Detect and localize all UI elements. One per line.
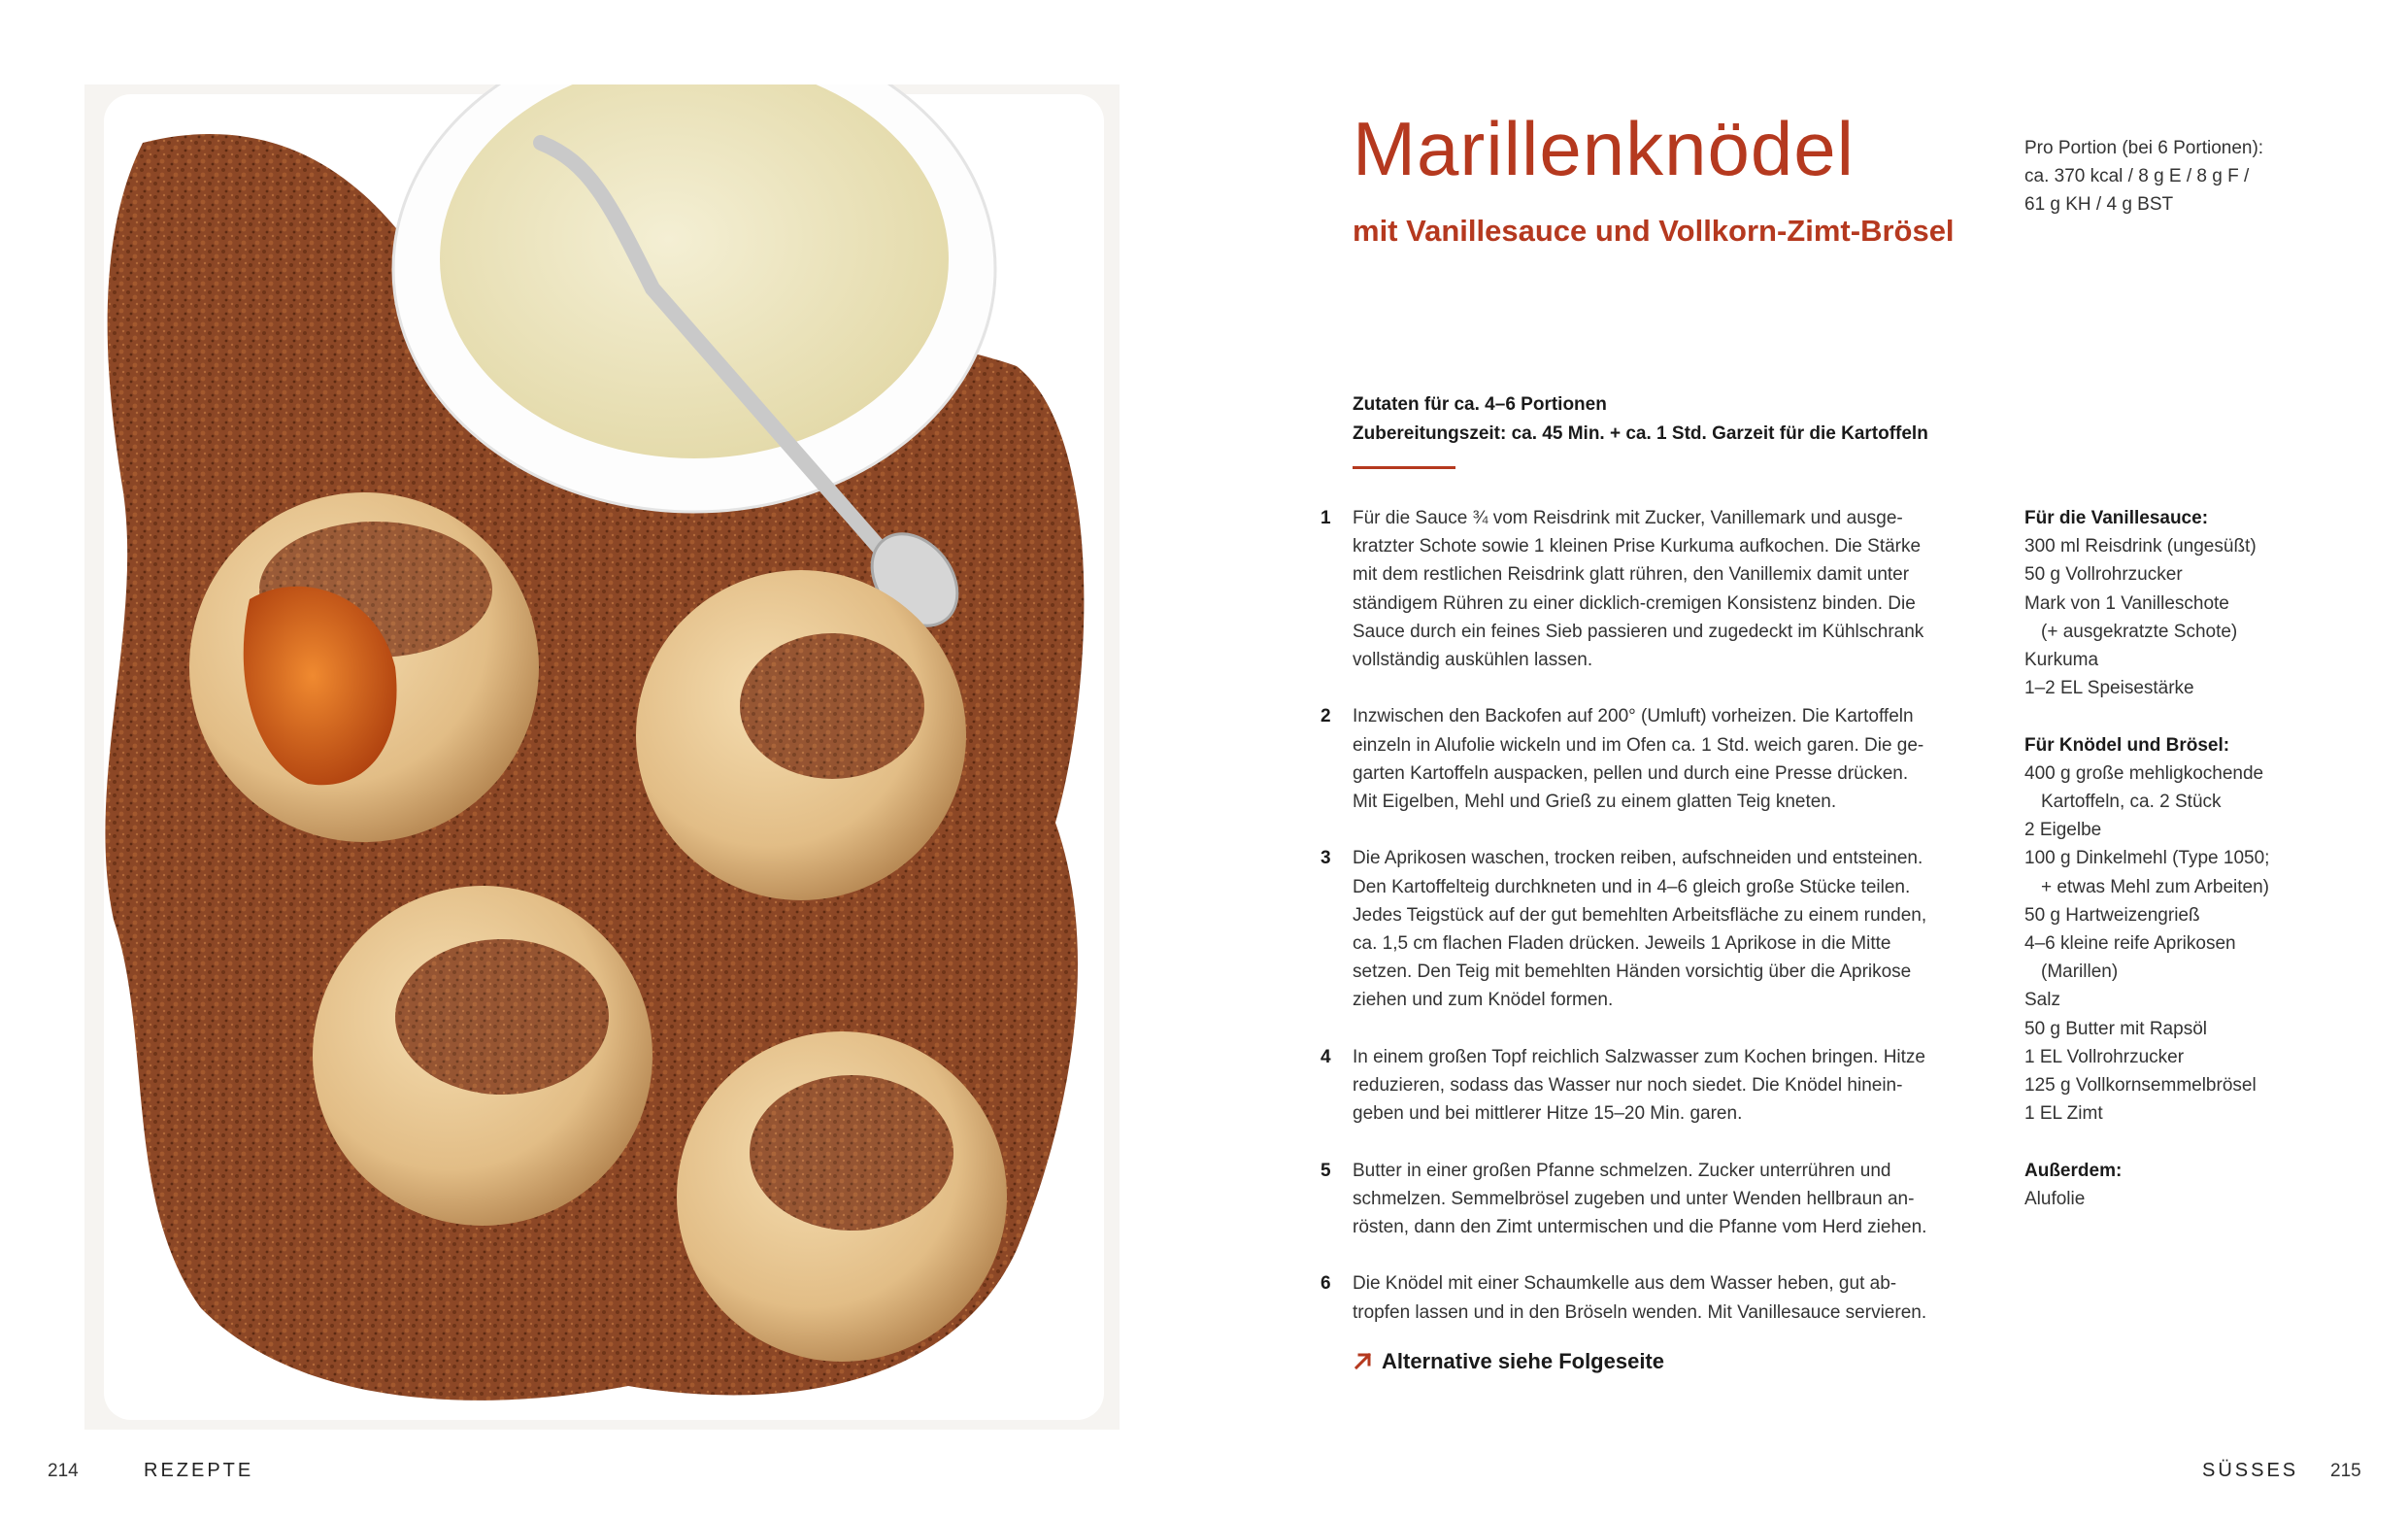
step-line: vollständig auskühlen lassen. [1353,650,1593,671]
step-line: Mit Eigelben, Mehl und Grieß zu einem glatten Teig kneten. [1353,792,1837,813]
step-line: schmelzen. Semmelbrösel zugeben und unter Wenden hellbraun an- [1353,1188,1915,1209]
step [1321,504,1956,674]
step-line: Die Aprikosen waschen, trocken reiben, aufschneiden und entsteinen. [1353,848,1923,869]
ingredient-group [2024,1157,2345,1213]
ingredient-item: 50 g Butter mit Rapsöl [2024,1018,2207,1039]
ingredient-heading: Für die Vanillesauce: [2024,508,2209,528]
dumpling [677,1031,1007,1362]
step-number: 6 [1321,1273,1331,1295]
nutrition-line: Pro Portion (bei 6 Portionen): [2024,138,2264,158]
dumplings-illustration [84,84,1120,1430]
step-line: Jedes Teigstück auf der gut bemehlten Arbeitsfläche zu einem runden, [1353,904,1927,926]
ingredient-item: 4–6 kleine reife Aprikosen [2024,933,2236,955]
ingredient-group [2024,504,2345,702]
step [1321,1043,1956,1129]
ingredient-item: 1–2 EL Speisestärke [2024,678,2194,699]
step-line: Für die Sauce ¾ vom Reisdrink mit Zucker, Vanillemark und ausge- [1353,508,1903,528]
step [1321,1157,1956,1242]
recipe-meta [1353,390,1928,449]
prep-time: Zubereitungszeit: ca. 45 Min. + ca. 1 Std. Garzeit für die Kartoffeln [1353,423,1928,444]
nutrition-info [2024,134,2345,219]
ingredient-item: Kartoffeln, ca. 2 Stück [2041,792,2222,813]
step-line: Inzwischen den Backofen auf 200° (Umluft) vorheizen. Die Kartoffeln [1353,706,1914,727]
step-number: 1 [1321,508,1331,528]
step-line: tropfen lassen und in den Bröseln wenden. Mit Vanillesauce servieren. [1353,1301,1927,1323]
step [1321,844,1956,1014]
step-line: setzen. Den Teig mit bemehlten Händen vorsichtig über die Aprikose [1353,962,1912,983]
step-line: mit dem restlichen Reisdrink glatt rühren, den Vanillemix damit unter [1353,564,1910,586]
step-line: kratzter Schote sowie 1 kleinen Prise Kurkuma aufkochen. Die Stärke [1353,536,1922,557]
recipe-subtitle: mit Vanillesauce und Vollkorn-Zimt-Brösel [1353,214,1955,248]
ingredient-heading: Für Knödel und Brösel: [2024,734,2230,756]
nutrition-line: ca. 370 kcal / 8 g E / 8 g F / [2024,166,2250,186]
step-line: reduzieren, sodass das Wasser nur noch siedet. Die Knödel hinein- [1353,1075,1903,1097]
ingredient-item: (Marillen) [2041,962,2119,983]
instruction-steps [1321,504,1956,1355]
step-line: rösten, dann den Zimt untermischen und die Pfanne vom Herd ziehen. [1353,1217,1927,1238]
ingredient-item: 125 g Vollkornsemmelbrösel [2024,1075,2257,1097]
step-line: ständigem Rühren zu einer dicklich-cremigen Konsistenz binden. Die [1353,592,1916,614]
ingredient-item: 50 g Vollrohrzucker [2024,564,2183,586]
step-line: Sauce durch ein feines Sieb passieren und zugedeckt im Kühlschrank [1353,621,1924,642]
page-number-left: 214 [48,1461,79,1481]
step-line: ca. 1,5 cm flachen Fladen drücken. Jeweils 1 Aprikose in die Mitte [1353,933,1891,955]
ingredient-item: Alufolie [2024,1188,2086,1209]
ingredient-item: Salz [2024,990,2060,1011]
dumpling [313,886,652,1226]
step [1321,1269,1956,1326]
recipe-title: Marillenknödel [1353,106,1855,191]
ingredient-item: 50 g Hartweizengrieß [2024,904,2200,926]
ingredient-item: 1 EL Vollrohrzucker [2024,1046,2185,1067]
ingredient-item: 1 EL Zimt [2024,1103,2103,1125]
ingredient-item: 400 g große mehligkochende [2024,762,2264,784]
step-line: Den Kartoffelteig durchkneten und in 4–6 gleich große Stücke teilen. [1353,876,1911,897]
ingredients-list [2024,504,2345,1241]
ingredient-item: + etwas Mehl zum Arbeiten) [2041,876,2269,897]
nutrition-line: 61 g KH / 4 g BST [2024,194,2174,215]
ingredient-item: 100 g Dinkelmehl (Type 1050; [2024,848,2270,869]
dumpling [636,570,966,900]
step-line: ziehen und zum Knödel formen. [1353,990,1614,1011]
crossref-label: Alternative siehe Folgeseite [1382,1349,1664,1373]
arrow-up-right-icon [1353,1350,1374,1371]
ingredient-item: (+ ausgekratzte Schote) [2041,621,2238,642]
step-line: In einem großen Topf reichlich Salzwasser zum Kochen bringen. Hitze [1353,1046,1925,1067]
step-line: garten Kartoffeln auspacken, pellen und durch eine Presse drücken. [1353,762,1909,784]
ingredient-item: Kurkuma [2024,650,2099,671]
step-number: 5 [1321,1160,1331,1181]
ingredient-item: 300 ml Reisdrink (ungesüßt) [2024,536,2257,557]
step-number: 2 [1321,706,1331,727]
accent-rule [1353,466,1455,469]
ingredient-item: 2 Eigelbe [2024,820,2102,841]
page-number-right: 215 [2330,1461,2361,1481]
ingredient-heading: Außerdem: [2024,1160,2123,1181]
step-line: Die Knödel mit einer Schaumkelle aus dem Wasser heben, gut ab- [1353,1273,1897,1295]
step-line: einzeln in Alufolie wickeln und im Ofen ca. 1 Std. weich garen. Die ge- [1353,734,1924,756]
step-line: Butter in einer großen Pfanne schmelzen. Zucker unterrühren und [1353,1160,1891,1181]
recipe-photo [84,84,1120,1430]
servings: Zutaten für ca. 4–6 Portionen [1353,394,1607,415]
ingredient-item: Mark von 1 Vanilleschote [2024,592,2229,614]
ingredient-group [2024,731,2345,1129]
section-label-right: SÜSSES [2202,1460,2299,1481]
step-number: 4 [1321,1046,1331,1067]
section-label-left: REZEPTE [144,1460,254,1481]
step-number: 3 [1321,848,1331,869]
dumpling-opened [189,492,539,842]
step [1321,702,1956,816]
crossref-link[interactable] [1353,1349,1664,1374]
step-line: geben und bei mittlerer Hitze 15–20 Min. garen. [1353,1103,1743,1125]
